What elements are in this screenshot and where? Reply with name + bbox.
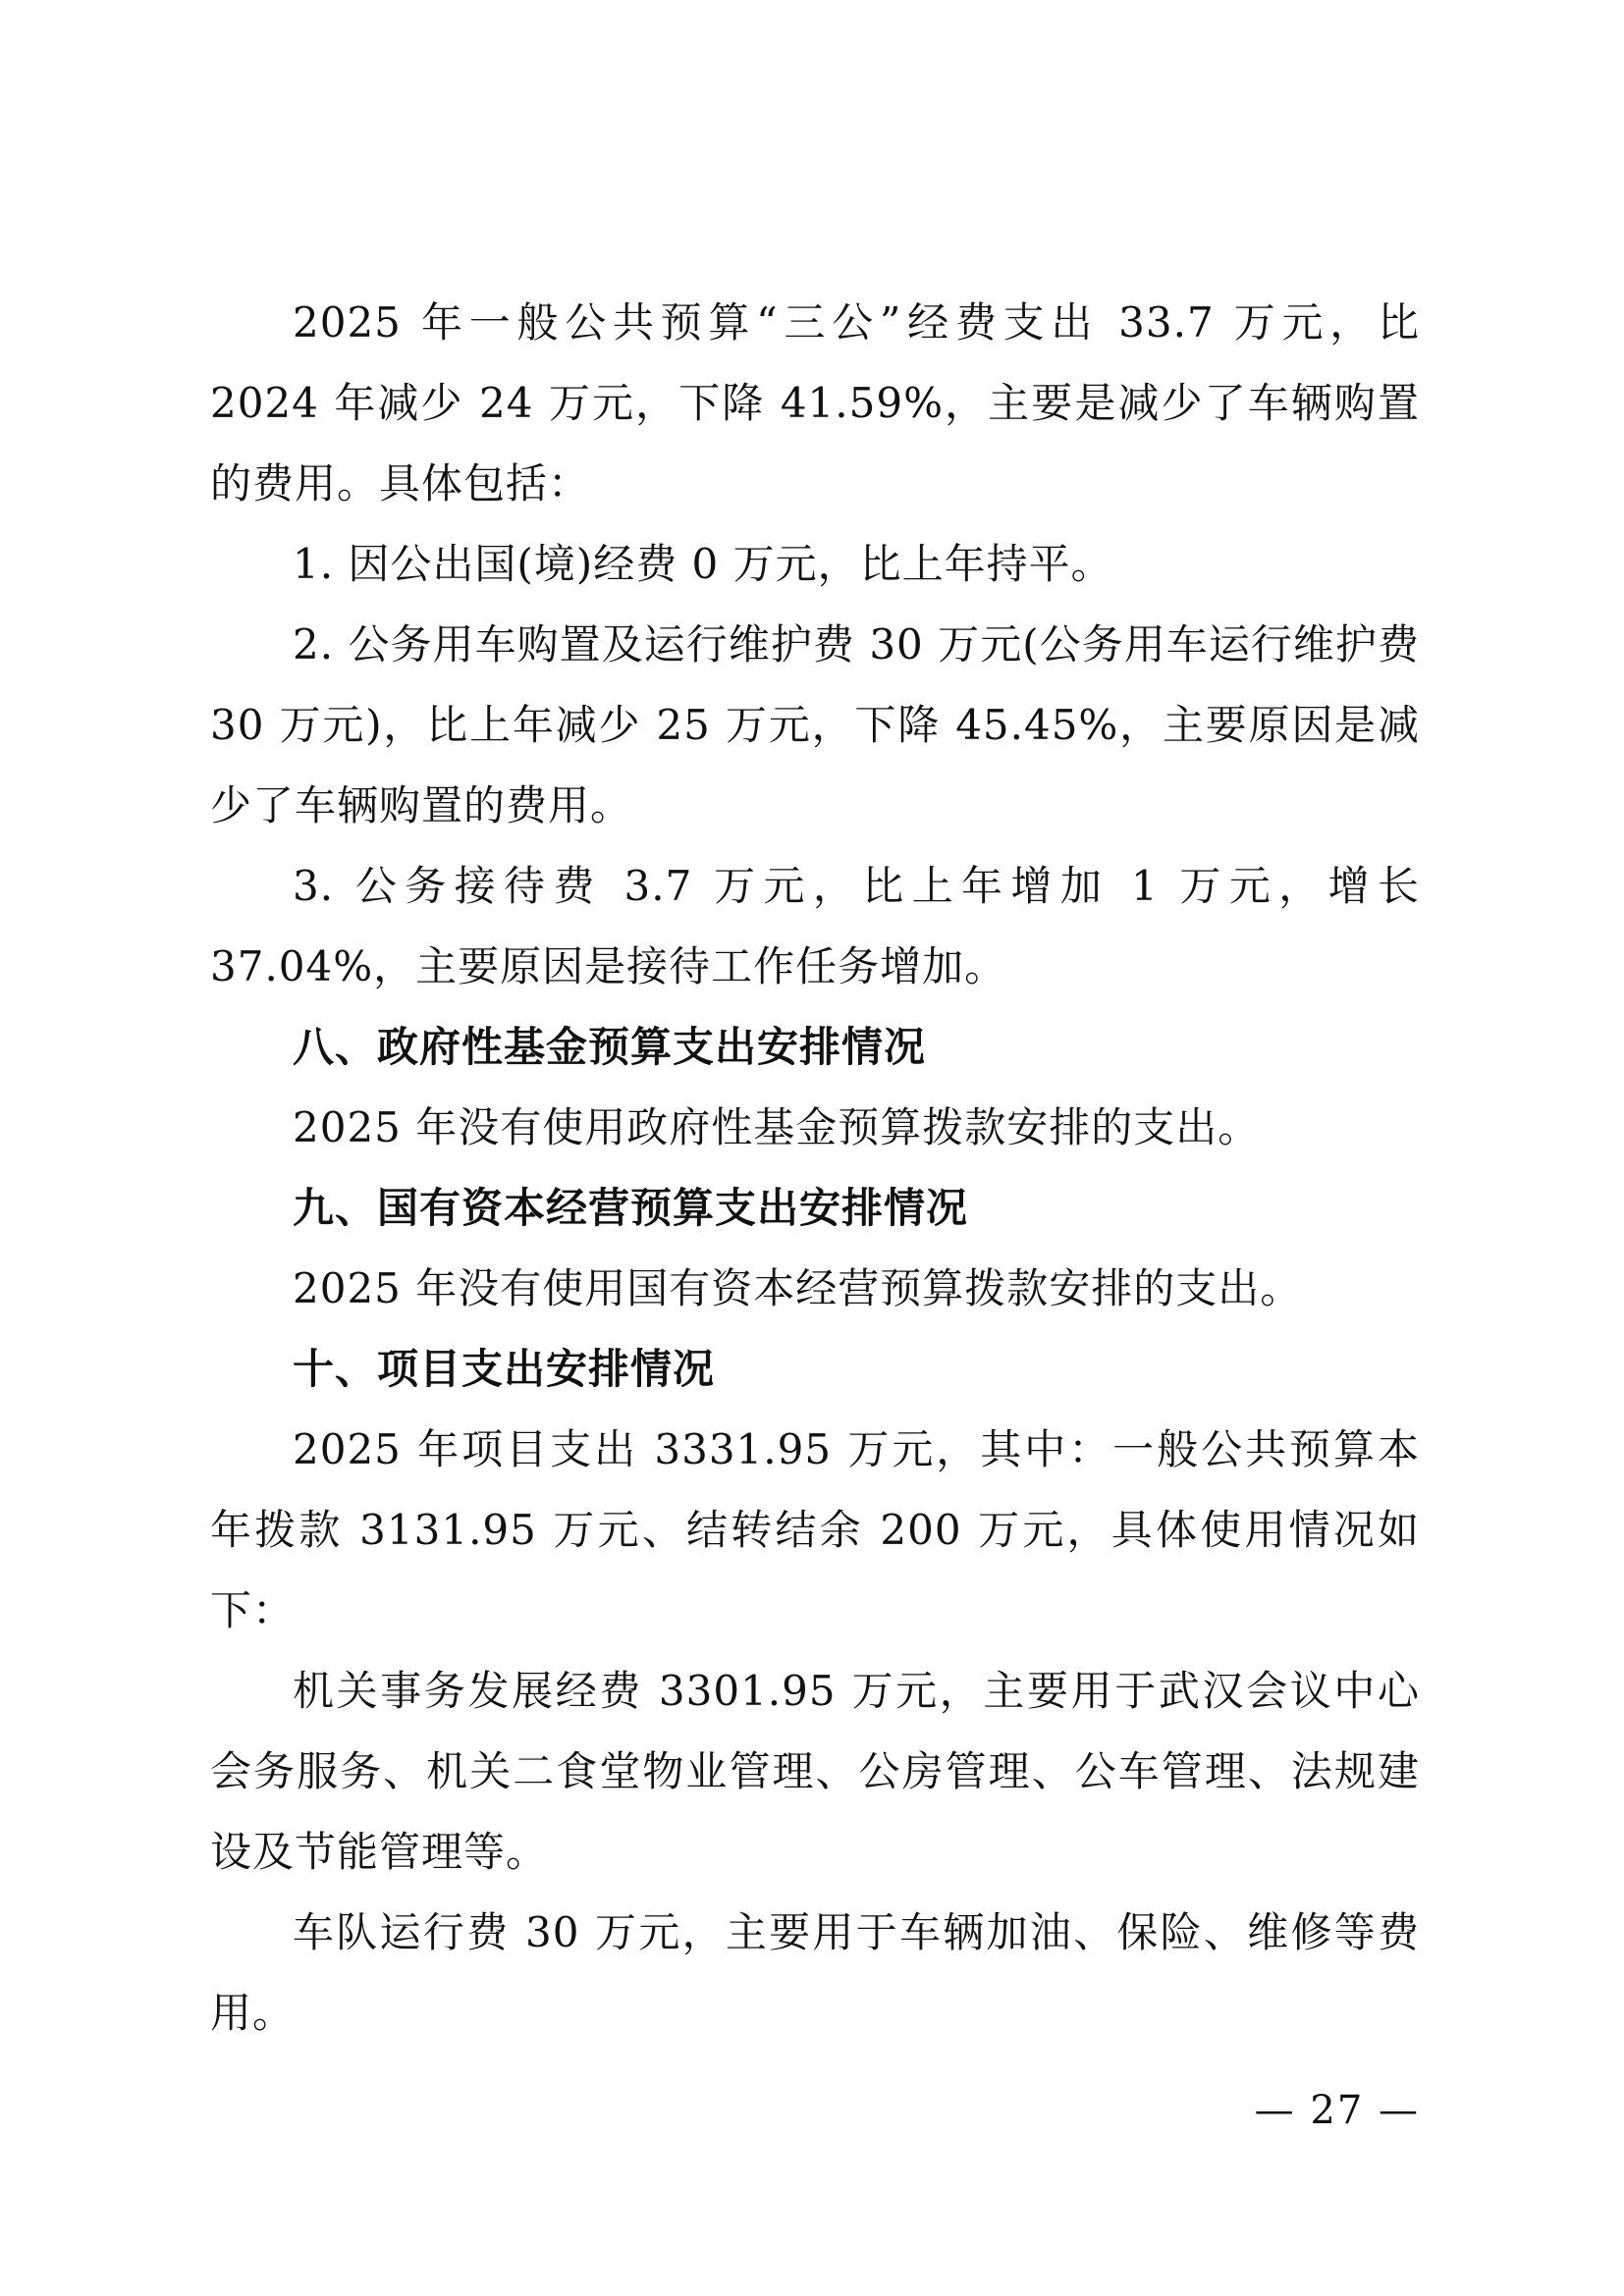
heading-section-9: 九、国有资本经营预算支出安排情况 xyxy=(293,1184,969,1232)
heading-section-8: 八、政府性基金预算支出安排情况 xyxy=(293,1023,927,1071)
page-number: — 27 — xyxy=(1254,2088,1420,2133)
paragraph-reception: 3. 公务接待费 3.7 万元，比上年增加 1 万元，增长 37.04%，主要原因是接待工作任务增加。 xyxy=(210,862,1420,990)
heading-section-10: 十、项目支出安排情况 xyxy=(293,1345,716,1393)
document-body xyxy=(210,283,1420,2054)
paragraph-government-fund: 2025 年没有使用政府性基金预算拨款安排的支出。 xyxy=(293,1103,1261,1151)
paragraph-project-total: 2025 年项目支出 3331.95 万元，其中：一般公共预算本年拨款 3131.95 万元、结转结余 200 万元，具体使用情况如下： xyxy=(210,1425,1420,1634)
paragraph-overseas-travel: 1. 因公出国(境)经费 0 万元，比上年持平。 xyxy=(293,540,1113,588)
paragraph-fleet-cost: 车队运行费 30 万元，主要用于车辆加油、保险、维修等费用。 xyxy=(210,1908,1420,2037)
paragraph-state-capital: 2025 年没有使用国有资本经营预算拨款安排的支出。 xyxy=(293,1264,1303,1312)
paragraph-affairs-funding: 机关事务发展经费 3301.95 万元，主要用于武汉会议中心会务服务、机关二食堂物业管理、公房管理、公车管理、法规建设及节能管理等。 xyxy=(210,1667,1420,1876)
paragraph-sangong-total: 2025 年一般公共预算“三公”经费支出 33.7 万元，比 2024 年减少 24 万元，下降 41.59%，主要是减少了车辆购置的费用。具体包括： xyxy=(210,298,1420,507)
paragraph-official-vehicles: 2. 公务用车购置及运行维护费 30 万元(公务用车运行维护费 30 万元)，比上年减少 25 万元，下降 45.45%，主要原因是减少了车辆购置的费用。 xyxy=(210,620,1420,829)
